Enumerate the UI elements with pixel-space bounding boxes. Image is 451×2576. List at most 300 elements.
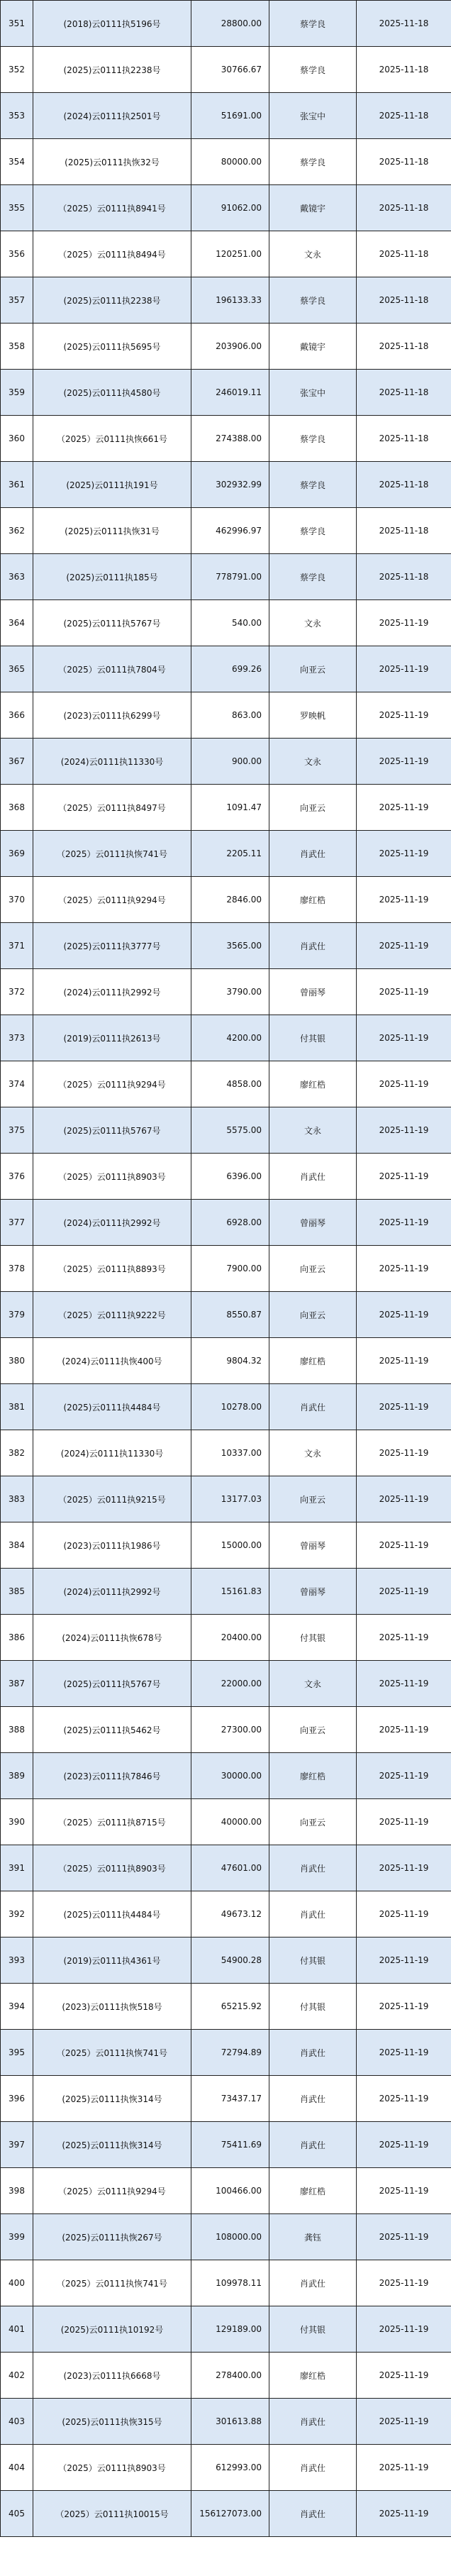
date-cell: 2025-11-19 (357, 1246, 451, 1292)
handler-name-cell: 肖武仕 (269, 2445, 357, 2491)
row-number-cell: 394 (1, 1984, 33, 2030)
row-number-cell: 395 (1, 2030, 33, 2076)
handler-name-cell: 向亚云 (269, 1246, 357, 1292)
row-number-cell: 357 (1, 277, 33, 324)
amount-cell: 301613.88 (191, 2399, 269, 2445)
handler-name-cell: 向亚云 (269, 1292, 357, 1338)
row-number-cell: 363 (1, 554, 33, 600)
table-row (1, 1891, 451, 1937)
case-number-cell: (2025)云0111执5767号 (33, 1107, 191, 1154)
handler-name-cell: 向亚云 (269, 646, 357, 692)
date-cell: 2025-11-18 (357, 1, 451, 47)
amount-cell: 7900.00 (191, 1246, 269, 1292)
table-row (1, 2214, 451, 2260)
table-row (1, 1522, 451, 1569)
handler-name-cell: 曾丽琴 (269, 1569, 357, 1615)
amount-cell: 462996.97 (191, 508, 269, 554)
handler-name-cell: 曾丽琴 (269, 1200, 357, 1246)
row-number-cell: 374 (1, 1061, 33, 1107)
table-row (1, 692, 451, 739)
handler-name-cell: 文永 (269, 600, 357, 646)
table-row (1, 2168, 451, 2214)
table-row (1, 1845, 451, 1891)
date-cell: 2025-11-19 (357, 692, 451, 739)
date-cell: 2025-11-19 (357, 923, 451, 969)
amount-cell: 863.00 (191, 692, 269, 739)
handler-name-cell: 付其银 (269, 2306, 357, 2353)
table-row (1, 1061, 451, 1107)
table-row (1, 969, 451, 1015)
date-cell: 2025-11-19 (357, 785, 451, 831)
handler-name-cell: 文永 (269, 1107, 357, 1154)
amount-cell: 246019.11 (191, 370, 269, 416)
row-number-cell: 355 (1, 185, 33, 231)
amount-cell: 156127073.00 (191, 2491, 269, 2537)
case-number-cell: (2025)云0111执恢32号 (33, 139, 191, 185)
amount-cell: 129189.00 (191, 2306, 269, 2353)
case-number-cell: (2025)云0111执恢267号 (33, 2214, 191, 2260)
amount-cell: 73437.17 (191, 2076, 269, 2122)
handler-name-cell: 廖红梏 (269, 2168, 357, 2214)
row-number-cell: 392 (1, 1891, 33, 1937)
handler-name-cell: 肖武仕 (269, 923, 357, 969)
date-cell: 2025-11-19 (357, 1154, 451, 1200)
date-cell: 2025-11-19 (357, 2260, 451, 2306)
date-cell: 2025-11-19 (357, 2445, 451, 2491)
amount-cell: 47601.00 (191, 1845, 269, 1891)
amount-cell: 3790.00 (191, 969, 269, 1015)
date-cell: 2025-11-19 (357, 969, 451, 1015)
row-number-cell: 356 (1, 231, 33, 277)
records-table-body (1, 1, 451, 2537)
row-number-cell: 398 (1, 2168, 33, 2214)
amount-cell: 5575.00 (191, 1107, 269, 1154)
amount-cell: 75411.69 (191, 2122, 269, 2168)
table-row (1, 1707, 451, 1753)
handler-name-cell: 向亚云 (269, 1476, 357, 1522)
table-row (1, 231, 451, 277)
row-number-cell: 366 (1, 692, 33, 739)
date-cell: 2025-11-19 (357, 1937, 451, 1984)
row-number-cell: 365 (1, 646, 33, 692)
case-number-cell: （2025）云0111执9294号 (33, 1061, 191, 1107)
date-cell: 2025-11-19 (357, 1569, 451, 1615)
table-row (1, 185, 451, 231)
date-cell: 2025-11-19 (357, 1753, 451, 1799)
handler-name-cell: 肖武仕 (269, 2030, 357, 2076)
case-number-cell: (2025)云0111执恢314号 (33, 2076, 191, 2122)
row-number-cell: 362 (1, 508, 33, 554)
handler-name-cell: 蔡学良 (269, 139, 357, 185)
handler-name-cell: 蔡学良 (269, 416, 357, 462)
case-number-cell: （2025）云0111执8497号 (33, 785, 191, 831)
case-number-cell: (2025)云0111执4580号 (33, 370, 191, 416)
amount-cell: 27300.00 (191, 1707, 269, 1753)
date-cell: 2025-11-19 (357, 1430, 451, 1476)
handler-name-cell: 付其银 (269, 1937, 357, 1984)
amount-cell: 80000.00 (191, 139, 269, 185)
date-cell: 2025-11-19 (357, 2030, 451, 2076)
date-cell: 2025-11-18 (357, 462, 451, 508)
handler-name-cell: 曾丽琴 (269, 969, 357, 1015)
case-number-cell: (2019)云0111执4361号 (33, 1937, 191, 1984)
table-row (1, 554, 451, 600)
date-cell: 2025-11-19 (357, 2353, 451, 2399)
table-row (1, 1338, 451, 1384)
row-number-cell: 367 (1, 739, 33, 785)
amount-cell: 203906.00 (191, 324, 269, 370)
handler-name-cell: 向亚云 (269, 1799, 357, 1845)
handler-name-cell: 蔡学良 (269, 277, 357, 324)
table-row (1, 923, 451, 969)
amount-cell: 6396.00 (191, 1154, 269, 1200)
amount-cell: 49673.12 (191, 1891, 269, 1937)
date-cell: 2025-11-19 (357, 1061, 451, 1107)
row-number-cell: 385 (1, 1569, 33, 1615)
table-row (1, 1384, 451, 1430)
amount-cell: 6928.00 (191, 1200, 269, 1246)
table-row (1, 1569, 451, 1615)
table-row (1, 277, 451, 324)
case-number-cell: （2025）云0111执8893号 (33, 1246, 191, 1292)
amount-cell: 30766.67 (191, 47, 269, 93)
date-cell: 2025-11-19 (357, 2122, 451, 2168)
case-number-cell: （2025）云0111执7804号 (33, 646, 191, 692)
row-number-cell: 378 (1, 1246, 33, 1292)
date-cell: 2025-11-19 (357, 1615, 451, 1661)
date-cell: 2025-11-19 (357, 2306, 451, 2353)
handler-name-cell: 肖武仕 (269, 2260, 357, 2306)
amount-cell: 30000.00 (191, 1753, 269, 1799)
date-cell: 2025-11-18 (357, 93, 451, 139)
date-cell: 2025-11-19 (357, 1200, 451, 1246)
row-number-cell: 391 (1, 1845, 33, 1891)
row-number-cell: 383 (1, 1476, 33, 1522)
amount-cell: 278400.00 (191, 2353, 269, 2399)
date-cell: 2025-11-19 (357, 739, 451, 785)
amount-cell: 699.26 (191, 646, 269, 692)
table-row (1, 831, 451, 877)
case-number-cell: (2025)云0111执恢315号 (33, 2399, 191, 2445)
date-cell: 2025-11-19 (357, 1661, 451, 1707)
amount-cell: 2846.00 (191, 877, 269, 923)
case-number-cell: （2025）云0111执10015号 (33, 2491, 191, 2537)
table-row (1, 1984, 451, 2030)
handler-name-cell: 戴镜宇 (269, 185, 357, 231)
amount-cell: 4858.00 (191, 1061, 269, 1107)
table-row (1, 2260, 451, 2306)
date-cell: 2025-11-19 (357, 1984, 451, 2030)
handler-name-cell: 张宝中 (269, 370, 357, 416)
case-number-cell: (2024)云0111执恢400号 (33, 1338, 191, 1384)
case-number-cell: (2019)云0111执2613号 (33, 1015, 191, 1061)
handler-name-cell: 蔡学良 (269, 47, 357, 93)
case-number-cell: (2025)云0111执恢314号 (33, 2122, 191, 2168)
table-row (1, 2030, 451, 2076)
amount-cell: 274388.00 (191, 416, 269, 462)
row-number-cell: 402 (1, 2353, 33, 2399)
amount-cell: 20400.00 (191, 1615, 269, 1661)
amount-cell: 65215.92 (191, 1984, 269, 2030)
table-row (1, 877, 451, 923)
table-row (1, 1661, 451, 1707)
handler-name-cell: 肖武仕 (269, 2491, 357, 2537)
date-cell: 2025-11-19 (357, 2491, 451, 2537)
handler-name-cell: 蔡学良 (269, 1, 357, 47)
case-number-cell: (2024)云0111执恢678号 (33, 1615, 191, 1661)
table-row (1, 646, 451, 692)
case-number-cell: (2025)云0111执10192号 (33, 2306, 191, 2353)
case-number-cell: (2025)云0111执3777号 (33, 923, 191, 969)
date-cell: 2025-11-19 (357, 1707, 451, 1753)
case-number-cell: (2024)云0111执11330号 (33, 739, 191, 785)
date-cell: 2025-11-19 (357, 1107, 451, 1154)
table-row (1, 2353, 451, 2399)
date-cell: 2025-11-19 (357, 1338, 451, 1384)
date-cell: 2025-11-19 (357, 831, 451, 877)
table-row (1, 1, 451, 47)
date-cell: 2025-11-18 (357, 277, 451, 324)
amount-cell: 4200.00 (191, 1015, 269, 1061)
case-number-cell: (2024)云0111执2992号 (33, 969, 191, 1015)
handler-name-cell: 文永 (269, 1661, 357, 1707)
handler-name-cell: 肖武仕 (269, 1845, 357, 1891)
handler-name-cell: 文永 (269, 231, 357, 277)
case-number-cell: (2025)云0111执185号 (33, 554, 191, 600)
table-row (1, 508, 451, 554)
date-cell: 2025-11-19 (357, 1476, 451, 1522)
row-number-cell: 377 (1, 1200, 33, 1246)
handler-name-cell: 蔡学良 (269, 462, 357, 508)
amount-cell: 10337.00 (191, 1430, 269, 1476)
row-number-cell: 373 (1, 1015, 33, 1061)
table-row (1, 1015, 451, 1061)
date-cell: 2025-11-18 (357, 324, 451, 370)
case-number-cell: （2025）云0111执8494号 (33, 231, 191, 277)
row-number-cell: 376 (1, 1154, 33, 1200)
date-cell: 2025-11-18 (357, 185, 451, 231)
case-number-cell: (2023)云0111执1986号 (33, 1522, 191, 1569)
table-row (1, 1937, 451, 1984)
case-number-cell: （2025）云0111执8941号 (33, 185, 191, 231)
date-cell: 2025-11-19 (357, 600, 451, 646)
handler-name-cell: 文永 (269, 739, 357, 785)
table-row (1, 2445, 451, 2491)
handler-name-cell: 廖红梏 (269, 2353, 357, 2399)
row-number-cell: 359 (1, 370, 33, 416)
row-number-cell: 381 (1, 1384, 33, 1430)
amount-cell: 612993.00 (191, 2445, 269, 2491)
table-row (1, 2306, 451, 2353)
row-number-cell: 351 (1, 1, 33, 47)
date-cell: 2025-11-19 (357, 1891, 451, 1937)
case-number-cell: （2025）云0111执恢741号 (33, 2260, 191, 2306)
amount-cell: 22000.00 (191, 1661, 269, 1707)
table-row (1, 1753, 451, 1799)
amount-cell: 3565.00 (191, 923, 269, 969)
case-number-cell: (2018)云0111执5196号 (33, 1, 191, 47)
row-number-cell: 399 (1, 2214, 33, 2260)
amount-cell: 100466.00 (191, 2168, 269, 2214)
date-cell: 2025-11-19 (357, 2399, 451, 2445)
amount-cell: 778791.00 (191, 554, 269, 600)
row-number-cell: 368 (1, 785, 33, 831)
table-row (1, 1200, 451, 1246)
handler-name-cell: 文永 (269, 1430, 357, 1476)
row-number-cell: 371 (1, 923, 33, 969)
date-cell: 2025-11-19 (357, 1522, 451, 1569)
case-number-cell: (2025)云0111执5695号 (33, 324, 191, 370)
case-number-cell: (2025)云0111执恢31号 (33, 508, 191, 554)
table-row (1, 1107, 451, 1154)
case-number-cell: (2025)云0111执5767号 (33, 600, 191, 646)
handler-name-cell: 向亚云 (269, 1707, 357, 1753)
handler-name-cell: 曾丽琴 (269, 1522, 357, 1569)
row-number-cell: 390 (1, 1799, 33, 1845)
date-cell: 2025-11-19 (357, 1015, 451, 1061)
table-row (1, 600, 451, 646)
amount-cell: 28800.00 (191, 1, 269, 47)
table-row (1, 2122, 451, 2168)
date-cell: 2025-11-19 (357, 2214, 451, 2260)
date-cell: 2025-11-19 (357, 1799, 451, 1845)
amount-cell: 2205.11 (191, 831, 269, 877)
handler-name-cell: 向亚云 (269, 785, 357, 831)
row-number-cell: 387 (1, 1661, 33, 1707)
handler-name-cell: 廖红梏 (269, 1061, 357, 1107)
handler-name-cell: 肖武仕 (269, 1891, 357, 1937)
table-row (1, 462, 451, 508)
date-cell: 2025-11-19 (357, 1845, 451, 1891)
case-number-cell: (2024)云0111执2501号 (33, 93, 191, 139)
table-row (1, 1476, 451, 1522)
amount-cell: 15000.00 (191, 1522, 269, 1569)
date-cell: 2025-11-19 (357, 2168, 451, 2214)
case-number-cell: (2024)云0111执2992号 (33, 1569, 191, 1615)
case-number-cell: (2025)云0111执4484号 (33, 1384, 191, 1430)
case-number-cell: (2024)云0111执11330号 (33, 1430, 191, 1476)
case-number-cell: （2025）云0111执8715号 (33, 1799, 191, 1845)
date-cell: 2025-11-19 (357, 646, 451, 692)
row-number-cell: 375 (1, 1107, 33, 1154)
handler-name-cell: 肖武仕 (269, 2399, 357, 2445)
row-number-cell: 361 (1, 462, 33, 508)
amount-cell: 40000.00 (191, 1799, 269, 1845)
handler-name-cell: 戴镜宇 (269, 324, 357, 370)
row-number-cell: 352 (1, 47, 33, 93)
row-number-cell: 404 (1, 2445, 33, 2491)
row-number-cell: 386 (1, 1615, 33, 1661)
handler-name-cell: 肖武仕 (269, 1384, 357, 1430)
row-number-cell: 382 (1, 1430, 33, 1476)
handler-name-cell: 罗映帆 (269, 692, 357, 739)
handler-name-cell: 张宝中 (269, 93, 357, 139)
amount-cell: 72794.89 (191, 2030, 269, 2076)
case-number-cell: （2025）云0111执恢661号 (33, 416, 191, 462)
handler-name-cell: 肖武仕 (269, 1154, 357, 1200)
row-number-cell: 400 (1, 2260, 33, 2306)
amount-cell: 10278.00 (191, 1384, 269, 1430)
table-row (1, 139, 451, 185)
date-cell: 2025-11-18 (357, 47, 451, 93)
amount-cell: 302932.99 (191, 462, 269, 508)
table-row (1, 1246, 451, 1292)
amount-cell: 109978.11 (191, 2260, 269, 2306)
handler-name-cell: 廖红梏 (269, 1753, 357, 1799)
case-number-cell: （2025）云0111执恢741号 (33, 831, 191, 877)
case-number-cell: （2025）云0111执9222号 (33, 1292, 191, 1338)
case-number-cell: （2025）云0111执9215号 (33, 1476, 191, 1522)
row-number-cell: 397 (1, 2122, 33, 2168)
date-cell: 2025-11-18 (357, 231, 451, 277)
row-number-cell: 353 (1, 93, 33, 139)
row-number-cell: 401 (1, 2306, 33, 2353)
table-row (1, 47, 451, 93)
amount-cell: 15161.83 (191, 1569, 269, 1615)
handler-name-cell: 蔡学良 (269, 554, 357, 600)
case-number-cell: （2025）云0111执8903号 (33, 1154, 191, 1200)
amount-cell: 9804.32 (191, 1338, 269, 1384)
handler-name-cell: 付其银 (269, 1984, 357, 2030)
table-row (1, 785, 451, 831)
amount-cell: 108000.00 (191, 2214, 269, 2260)
case-number-cell: （2025）云0111执8903号 (33, 2445, 191, 2491)
case-number-cell: (2023)云0111执恢518号 (33, 1984, 191, 2030)
date-cell: 2025-11-19 (357, 1292, 451, 1338)
row-number-cell: 360 (1, 416, 33, 462)
case-number-cell: (2025)云0111执191号 (33, 462, 191, 508)
amount-cell: 196133.33 (191, 277, 269, 324)
table-row (1, 416, 451, 462)
amount-cell: 8550.87 (191, 1292, 269, 1338)
table-row (1, 370, 451, 416)
handler-name-cell: 廖红梏 (269, 877, 357, 923)
table-row (1, 1430, 451, 1476)
row-number-cell: 403 (1, 2399, 33, 2445)
amount-cell: 13177.03 (191, 1476, 269, 1522)
date-cell: 2025-11-18 (357, 139, 451, 185)
case-number-cell: （2025）云0111执9294号 (33, 877, 191, 923)
date-cell: 2025-11-19 (357, 1384, 451, 1430)
case-number-cell: (2025)云0111执4484号 (33, 1891, 191, 1937)
table-row (1, 93, 451, 139)
row-number-cell: 388 (1, 1707, 33, 1753)
row-number-cell: 396 (1, 2076, 33, 2122)
case-number-cell: (2024)云0111执2992号 (33, 1200, 191, 1246)
date-cell: 2025-11-19 (357, 877, 451, 923)
table-row (1, 1292, 451, 1338)
case-number-cell: （2025）云0111执9294号 (33, 2168, 191, 2214)
date-cell: 2025-11-18 (357, 508, 451, 554)
amount-cell: 120251.00 (191, 231, 269, 277)
handler-name-cell: 龚钰 (269, 2214, 357, 2260)
handler-name-cell: 廖红梏 (269, 1338, 357, 1384)
case-number-cell: （2025）云0111执8903号 (33, 1845, 191, 1891)
date-cell: 2025-11-18 (357, 416, 451, 462)
handler-name-cell: 肖武仕 (269, 831, 357, 877)
amount-cell: 54900.28 (191, 1937, 269, 1984)
amount-cell: 91062.00 (191, 185, 269, 231)
row-number-cell: 405 (1, 2491, 33, 2537)
row-number-cell: 393 (1, 1937, 33, 1984)
row-number-cell: 389 (1, 1753, 33, 1799)
amount-cell: 1091.47 (191, 785, 269, 831)
row-number-cell: 380 (1, 1338, 33, 1384)
case-number-cell: (2023)云0111执6299号 (33, 692, 191, 739)
case-number-cell: (2025)云0111执5767号 (33, 1661, 191, 1707)
date-cell: 2025-11-18 (357, 370, 451, 416)
row-number-cell: 379 (1, 1292, 33, 1338)
